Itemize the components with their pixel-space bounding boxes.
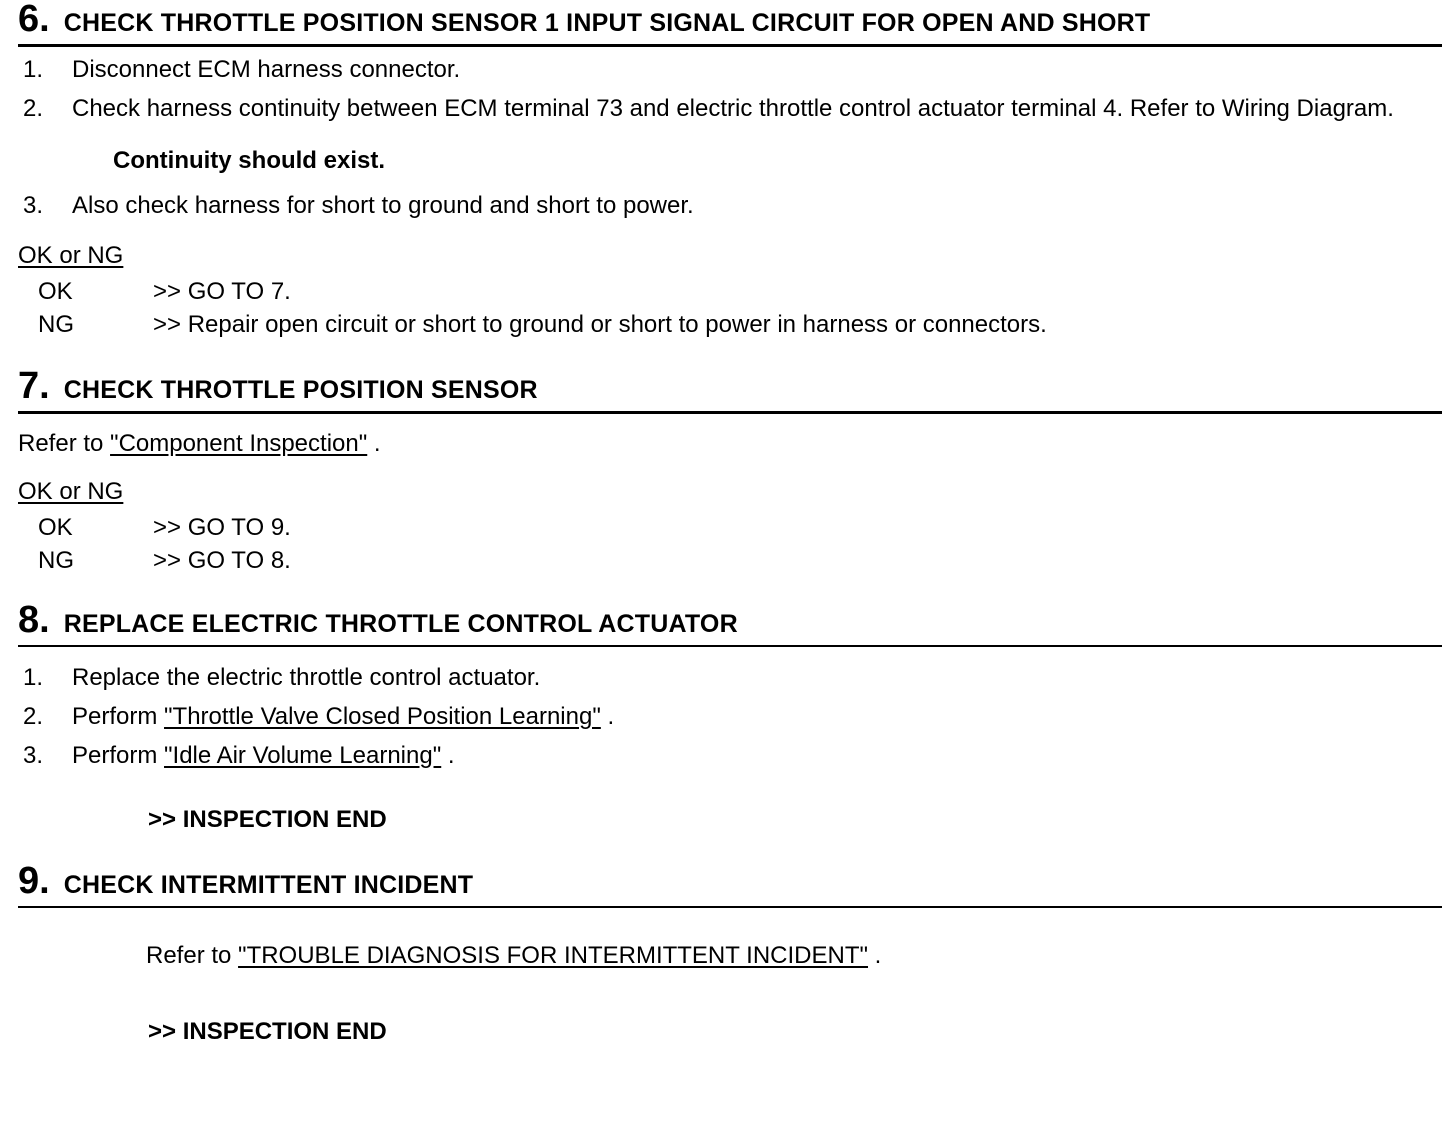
list-item-number: 1. <box>23 663 44 691</box>
result-key: NG <box>38 310 74 338</box>
step-suffix: . <box>600 703 615 730</box>
list-item-number: 1. <box>23 56 44 83</box>
result-row <box>38 545 1442 577</box>
result-value: >> Repair open circuit or short to ground or short to power in harness or connectors. <box>153 310 1047 338</box>
list-item-number: 3. <box>23 742 44 770</box>
idle-air-volume-learning-link[interactable]: "Idle Air Volume Learning" <box>164 742 442 770</box>
refer-suffix: . <box>868 942 882 970</box>
refer-line-7 <box>18 430 1442 458</box>
divider <box>18 44 1442 47</box>
step-list-6 <box>18 53 1442 125</box>
step-prefix: Perform <box>72 703 165 730</box>
inspection-end-8: >> INSPECTION END <box>148 806 387 834</box>
trouble-diagnosis-link[interactable]: "TROUBLE DIAGNOSIS FOR INTERMITTENT INCIDENT" <box>238 942 869 970</box>
inspection-end-9: >> INSPECTION END <box>148 1018 387 1046</box>
refer-suffix: . <box>367 430 381 458</box>
result-row <box>38 309 1442 341</box>
list-item <box>18 661 1442 694</box>
list-item-text <box>72 739 1442 772</box>
result-table-7 <box>38 512 1442 577</box>
divider <box>18 411 1442 414</box>
step-list-8 <box>18 661 1442 772</box>
refer-prefix: Refer to <box>146 942 239 970</box>
list-item-number: 2. <box>23 95 44 123</box>
result-row <box>38 276 1442 308</box>
list-item-text: Replace the electric throttle control actuator. <box>72 663 541 691</box>
okng-label: OK or NG <box>18 478 124 506</box>
result-row <box>38 512 1442 544</box>
okng-label: OK or NG <box>18 242 124 270</box>
list-item <box>18 189 1442 222</box>
section-heading-7 <box>18 365 1442 408</box>
result-key: OK <box>38 278 73 306</box>
list-item <box>18 92 1442 125</box>
divider <box>18 906 1442 908</box>
list-item-text: Also check harness for short to ground and short to power. <box>72 192 694 220</box>
list-item-number: 3. <box>23 192 44 220</box>
result-value: >> GO TO 7. <box>153 278 291 306</box>
step-number: 7. <box>18 365 50 408</box>
step-title: REPLACE ELECTRIC THROTTLE CONTROL ACTUATOR <box>63 609 738 638</box>
step-list-6-cont <box>18 189 1442 222</box>
component-inspection-link[interactable]: "Component Inspection" <box>110 430 368 458</box>
step-title: CHECK INTERMITTENT INCIDENT <box>63 871 474 900</box>
step-number: 8. <box>18 598 50 641</box>
emphasis-continuity: Continuity should exist. <box>113 147 386 175</box>
list-item-number: 2. <box>23 703 44 730</box>
result-value: >> GO TO 9. <box>153 514 291 542</box>
result-value: >> GO TO 8. <box>153 546 291 574</box>
list-item-text <box>72 700 1442 733</box>
refer-prefix: Refer to <box>18 430 111 458</box>
section-heading-8 <box>18 598 1442 641</box>
section-heading-6 <box>18 0 1442 38</box>
list-item <box>18 700 1442 733</box>
okng-block-7 <box>18 458 1442 506</box>
section-heading-9 <box>18 860 1442 903</box>
result-table-6 <box>38 276 1442 341</box>
list-item <box>18 739 1442 772</box>
step-title: CHECK THROTTLE POSITION SENSOR <box>63 376 538 405</box>
result-key: NG <box>38 546 74 574</box>
list-item-text: Disconnect ECM harness connector. <box>72 56 461 83</box>
list-item-text: Check harness continuity between ECM terminal 73 and electric throttle control actuator terminal 4. Refer to Wiring Diagram. <box>72 95 1394 123</box>
refer-line-9 <box>146 942 1442 970</box>
step-title: CHECK THROTTLE POSITION SENSOR 1 INPUT SIGNAL CIRCUIT FOR OPEN AND SHORT <box>63 9 1151 37</box>
step-number: 6. <box>18 0 50 40</box>
step-number: 9. <box>18 860 50 903</box>
okng-block-6 <box>18 222 1442 270</box>
divider <box>18 645 1442 647</box>
throttle-valve-learning-link[interactable]: "Throttle Valve Closed Position Learning" <box>164 703 601 730</box>
result-key: OK <box>38 514 73 542</box>
step-suffix: . <box>441 742 455 770</box>
step-prefix: Perform <box>72 742 165 770</box>
list-item <box>18 53 1442 86</box>
